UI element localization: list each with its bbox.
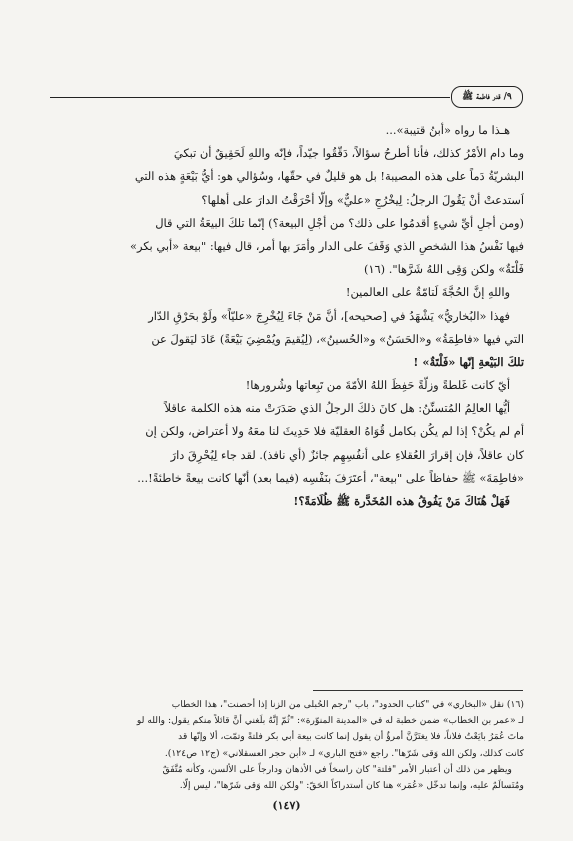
header-rule: [50, 97, 450, 98]
text-line: فهذا «البُخاريُّ» يَشْهَدُ في [صحيحه]، أنَّ مَنْ جَاءَ لِيُخْرِجَ «عليّاً» ولَوْ بحَرْقِ الدّار: [148, 308, 510, 323]
text-line: أيّ كانت غَلطةً وزلّةً حَفِظَ اللهُ الأمّةَ من تَبِعاتها وشُرورها!: [245, 378, 510, 393]
footnote-line: ويظهر من ذلك أن أعتبار الأمر "فلتة" كان راسخاً في الأذهان ودارجاً على الألسن، وكأنه مُتَّفَقٌ: [162, 763, 512, 775]
footnote-line: ومُتَسالَمٌ عليه، وإنما تدخّل «عُمَر» هنا كان أستدراكاً الحَقّ: "ولكن الله وَقى شَرّها"، ليس إلّا.: [179, 779, 524, 791]
footnote-line: لـ «عمر بن الخطاب» ضمن خطبة له في «المدينة المنوّرة»: "ثُمّ إنَّهُ بلَغني أنَّ قائلاً منكم يقول: والله لو: [136, 715, 524, 727]
text-line: «فاطِمَةَ» ﷺ حفاظاً على "بيعة"، أعتَرَفَ بنَفْسِه (فيما بعد) أنّها كانت بيعةً خاطئةً!...: [137, 470, 524, 485]
text-line: واللهِ إنَّ الحُجَّةَ لَتامّةٌ على العالمين!: [345, 285, 510, 300]
page-number: (١٤٧): [272, 799, 301, 812]
footnote-line: (١٦) نقل «البخاري» في "كتاب الحدود"، باب "رجم الحُبلى من الزنا إذا أحصنت"، هذا الخطاب: [171, 699, 524, 710]
header-title: ٩/ قدر فاطمة ﷺ: [451, 86, 523, 108]
main-text: [54, 119, 524, 513]
text-line: فيها نَفْسُ هذا الشخصِ الذي وَقَفَ على الدار وأمَرَ بها أمر، قال فيها: "بيعة «أبي بكر»: [130, 238, 524, 253]
footnote-line: ماتَ عُمَرُ بايَعْتُ فلاناً، فلا يغتَرَّنَّ أمرؤٌ أن يقول إنما كانت بيعة أبي بكر فلتةً وتمّت، ألا وإنّها قد: [178, 731, 524, 743]
footnotes: [52, 697, 524, 794]
text-line: أيُّها العالِمُ المُتسنِّنُ: هل كانَ ذلكَ الرجلُ الذي صَدَرَتْ منه هذه الكلمة عاقلاً: [164, 401, 510, 416]
text-line: أم لم يكُنْ؟ إذا لم يكُن بكامل قُوَاهُ العقليّة فلا حَدِيثَ لنا معَهُ ولا أعتراض، ولكن إن: [145, 424, 524, 439]
text-line: فَلْتَةٌ» ولكن وَقِى اللهُ شَرَّها". (١٦): [363, 262, 524, 277]
footnote-line: كانت كذلك، ولكن الله وَقى شَرّها". راجع «فتح الباري» لـ «أبن حجر العسقلاني» (ج١٢ ص١٢٤).: [164, 747, 524, 759]
text-line: اَستدعتْ أنْ يَقُولَ الرجلُ: لِيخْرُجِ «عليٌّ» وإلّا أحْرَقْتُ الدارَ على أهلها؟: [201, 192, 524, 207]
text-line: (ومن أجلِ أيِّ شيءٍ أقدمُوا على ذلك؟ من أجْلِ البيعة؟) إنّما تلكَ البيعَةُ التي قال: [155, 215, 524, 230]
running-header: [50, 84, 523, 110]
text-line: هـذا ما رواه «أبنُ قتيبة»...: [385, 123, 510, 137]
text-line: البشريّةُ دَماً على هذه المصيبة! بل هو قليلٌ في حقّها، وسُؤالي هو: أيُّ بَيْعَةٍ هذه التي: [134, 169, 524, 184]
text-line: فَهَلْ هُنَاكَ مَنْ يَفُوقُ هذه المُخَدَّرة ﷺ ظُلَامَةً؟!: [293, 494, 510, 508]
text-line: كان عاقلاً، فإن إقرارَ العُقلاءِ على أنفُسِهِم جائزٌ (أي نافذ). لقد جاء لِيُحْرِقَ دارَ: [170, 447, 524, 462]
footnote-separator: [313, 690, 523, 691]
text-line: تلكَ البَيْعةِ إنّها «فَلْتَةٌ» !: [413, 354, 524, 369]
text-line: وما دام الأمْرُ كذلك، فأنا أطرحُ سؤالاً، دَقّقُوا جيّداً، فإنّه واللهِ لَحَقِيقٌ أن تبكيَ: [173, 146, 524, 161]
text-line: التي فيها «فاطِمَةُ» و«الحَسَنُ» و«الحُسينُ»، (لِيُقيمَ ويُمْضِيَ بَيْعَةً) عَادَ ليَقولَ عن: [151, 331, 524, 346]
